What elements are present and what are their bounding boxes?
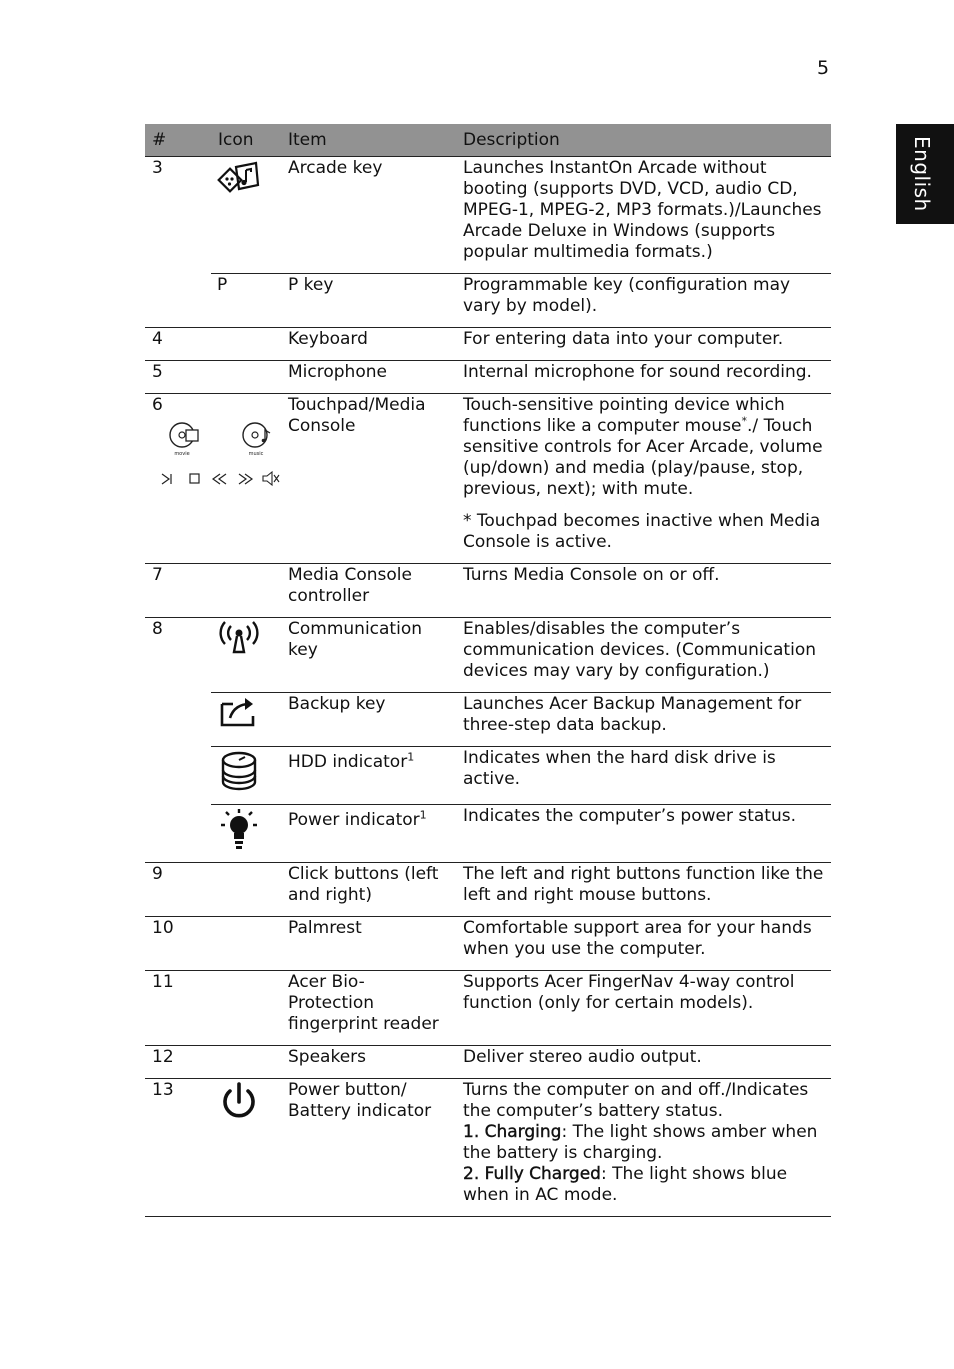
- row-item: Media Console controller: [281, 564, 456, 618]
- hdd-item-label: HDD indicator: [288, 752, 408, 772]
- row-item: Power button/ Battery indicator: [281, 1079, 456, 1217]
- row-item: Communication key: [281, 618, 456, 693]
- row-item: Click buttons (left and right): [281, 863, 456, 917]
- table-row: [145, 971, 831, 1046]
- row-icon: [211, 805, 281, 863]
- row-description: The left and right buttons function like the left and right mouse buttons.: [456, 863, 831, 917]
- row-number: 13: [145, 1079, 211, 1217]
- header-item: Item: [281, 124, 456, 157]
- table-row: [145, 917, 831, 971]
- row-icon: [211, 693, 281, 747]
- row-description: Deliver stereo audio output.: [456, 1046, 831, 1079]
- play-pause-icon: [162, 474, 171, 484]
- row-item: [281, 805, 456, 863]
- row-number: 11: [145, 971, 211, 1046]
- table-row: [145, 618, 831, 693]
- row-icon: [211, 618, 281, 693]
- touchpad-desc-b: ./ Touch sensitive controls for Acer Arcade, volume (up/down) and media (play/pause, stop, previous, next); with mute.: [463, 416, 823, 499]
- row-number: 6: [152, 395, 163, 415]
- row-number: 8: [145, 618, 211, 863]
- row-number-icons: [145, 394, 281, 564]
- row-item: P key: [281, 274, 456, 328]
- footnote-marker: *: [741, 414, 748, 428]
- row-description: Supports Acer FingerNav 4-way control function (only for certain models).: [456, 971, 831, 1046]
- table-row: [145, 1046, 831, 1079]
- touchpad-desc-a: Touch-sensitive pointing device which functions like a computer mouse: [463, 395, 785, 436]
- row-number: 3: [145, 157, 211, 328]
- table-row: [145, 805, 831, 863]
- table-row: [145, 863, 831, 917]
- arcade-icon: [217, 158, 261, 198]
- language-tab-label: English: [910, 136, 934, 212]
- row-description: [456, 394, 831, 564]
- wireless-icon: [217, 619, 261, 655]
- hdd-icon: [217, 748, 261, 794]
- mute-icon: [263, 472, 279, 485]
- footnote-marker: 1: [407, 750, 415, 764]
- row-item: Palmrest: [281, 917, 456, 971]
- charged-label: 2. Fully Charged: [463, 1164, 601, 1184]
- footnote-marker: 1: [419, 808, 427, 822]
- stop-icon: [190, 474, 199, 483]
- row-description: Programmable key (configuration may vary by model).: [456, 274, 831, 328]
- row-description: Indicates the computer’s power status.: [456, 805, 831, 863]
- feature-table: [145, 124, 831, 1217]
- row-number: 10: [145, 917, 211, 971]
- language-tab: [896, 124, 954, 224]
- row-item: Microphone: [281, 361, 456, 394]
- row-icon: [211, 1079, 281, 1217]
- row-item: Backup key: [281, 693, 456, 747]
- header-description: Description: [456, 124, 831, 157]
- table-row: [145, 1079, 831, 1217]
- row-number: 7: [145, 564, 211, 618]
- row-description: For entering data into your computer.: [456, 328, 831, 361]
- backup-icon: [217, 694, 261, 730]
- page-number: 5: [817, 57, 830, 79]
- row-icon: [211, 747, 281, 805]
- row-description: Launches Acer Backup Management for three-step data backup.: [456, 693, 831, 747]
- previous-icon: [213, 474, 226, 484]
- music-icon-label: music: [248, 451, 264, 457]
- music-icon: [243, 423, 270, 457]
- media-console-icons: [152, 418, 284, 488]
- lightbulb-icon: [217, 806, 261, 852]
- charging-text: : The light shows amber when the battery is charging.: [463, 1122, 818, 1163]
- row-item: Keyboard: [281, 328, 456, 361]
- movie-icon-label: movie: [174, 451, 190, 457]
- movie-icon: [170, 423, 198, 457]
- charged-text: : The light shows blue when in AC mode.: [463, 1164, 788, 1205]
- row-item: Touchpad/Media Console: [281, 394, 456, 564]
- table-row: [145, 747, 831, 805]
- row-number: 4: [145, 328, 211, 361]
- table-row: [145, 157, 831, 274]
- header-icon: Icon: [211, 124, 281, 157]
- row-description: Launches InstantOn Arcade without booting (supports DVD, VCD, audio CD, MPEG-1, MPEG-2, MP3 formats.)/Launches Arcade Deluxe in Windows (supports popular multimedia formats.): [456, 157, 831, 274]
- charging-label: 1. Charging: [463, 1122, 562, 1142]
- row-item: [281, 747, 456, 805]
- row-description: Comfortable support area for your hands when you use the computer.: [456, 917, 831, 971]
- header-number: #: [145, 124, 211, 157]
- row-description: Enables/disables the computer’s communication devices. (Communication devices may vary by configuration.): [456, 618, 831, 693]
- row-description: [456, 1079, 831, 1217]
- row-description: Turns Media Console on or off.: [456, 564, 831, 618]
- table-row: [145, 693, 831, 747]
- table-row: [145, 274, 831, 328]
- row-number: 12: [145, 1046, 211, 1079]
- table-row: [145, 564, 831, 618]
- table-row: [145, 328, 831, 361]
- row-description: Internal microphone for sound recording.: [456, 361, 831, 394]
- touchpad-note: * Touchpad becomes inactive when Media Console is active.: [463, 511, 821, 552]
- power-desc-charged: [463, 1164, 825, 1206]
- power-indicator-item-label: Power indicator: [288, 810, 420, 830]
- row-item: Speakers: [281, 1046, 456, 1079]
- row-icon-text: P: [211, 274, 281, 328]
- power-desc-charging: [463, 1122, 825, 1164]
- row-item: Acer Bio-Protection fingerprint reader: [281, 971, 456, 1046]
- power-desc-intro: Turns the computer on and off./Indicates the computer’s battery status.: [463, 1080, 809, 1121]
- power-icon: [217, 1080, 261, 1124]
- table-header-row: [145, 124, 831, 157]
- table-row: [145, 394, 831, 564]
- row-item: Arcade key: [281, 157, 456, 274]
- next-icon: [239, 474, 252, 484]
- row-description: Indicates when the hard disk drive is active.: [456, 747, 831, 805]
- row-number: 5: [145, 361, 211, 394]
- row-icon: [211, 157, 281, 274]
- table-row: [145, 361, 831, 394]
- row-number: 9: [145, 863, 211, 917]
